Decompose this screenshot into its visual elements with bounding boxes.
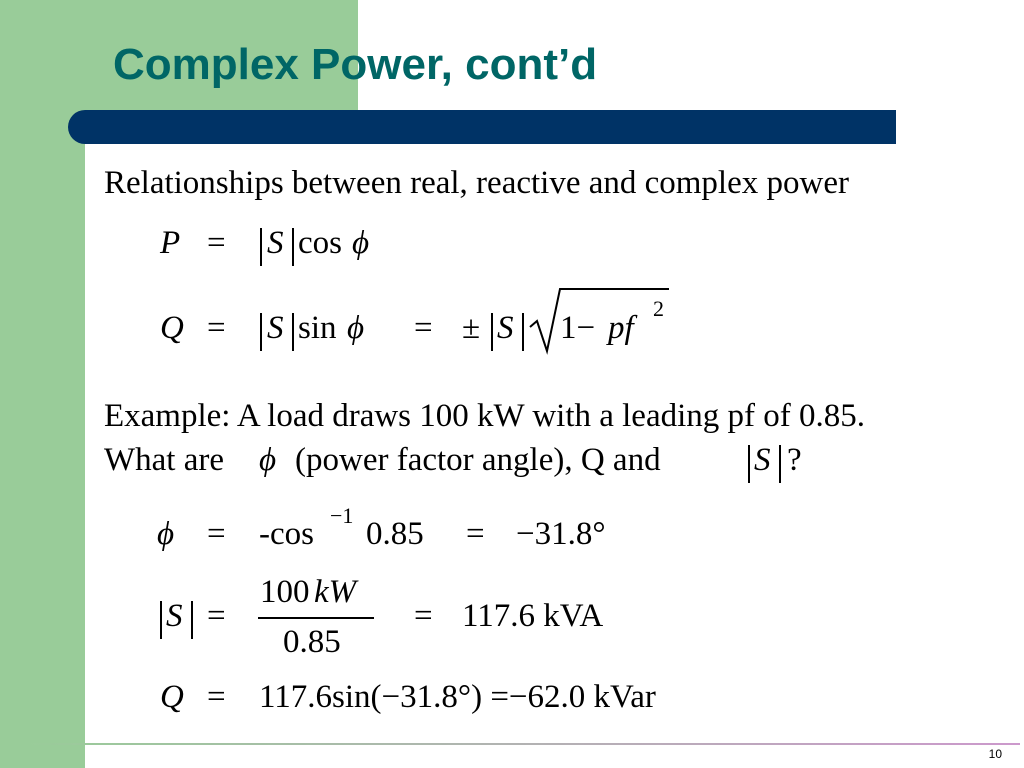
var-phi: ϕ — [347, 310, 365, 346]
plus-minus-sign: ± — [462, 310, 481, 346]
abs-bar — [491, 313, 493, 351]
equals-sign: = — [207, 598, 226, 634]
abs-bar — [292, 313, 294, 351]
equals-sign: = — [414, 310, 433, 346]
sqrt-radical — [528, 285, 673, 355]
slide-title: Complex Power, cont’d — [113, 40, 598, 89]
numerator-unit: kW — [314, 574, 357, 610]
question-mark: ? — [787, 442, 802, 478]
footer-divider — [25, 743, 1020, 745]
equals-sign: = — [207, 516, 226, 552]
equals-sign: = — [207, 679, 226, 715]
s-result: 117.6 kVA — [462, 598, 604, 634]
equals-sign: = — [414, 598, 433, 634]
angle-result: −31.8° — [516, 516, 606, 552]
var-s: S — [267, 225, 284, 261]
abs-bar — [292, 228, 294, 266]
abs-bar — [779, 445, 781, 483]
example-middle: (power factor angle), Q and — [295, 442, 661, 478]
var-pf: pf — [608, 310, 634, 346]
equals-sign: = — [466, 516, 485, 552]
var-s: S — [497, 310, 514, 346]
abs-bar — [160, 601, 162, 639]
var-s: S — [166, 598, 183, 634]
abs-bar — [260, 228, 262, 266]
equals-sign: = — [207, 225, 226, 261]
exponent-2: 2 — [653, 296, 664, 321]
title-underline-bar — [68, 110, 896, 144]
page-number: 10 — [988, 747, 1002, 761]
cos-fn: cos — [298, 225, 342, 261]
var-s: S — [754, 442, 771, 478]
equals-sign: = — [207, 310, 226, 346]
abs-bar — [191, 601, 193, 639]
var-phi: ϕ — [259, 442, 277, 478]
example-line-1: Example: A load draws 100 kW with a leading pf of 0.85. — [104, 398, 865, 434]
one-minus: 1− — [560, 310, 596, 346]
example-what-are: What are — [104, 442, 224, 478]
var-p: P — [160, 225, 181, 261]
var-q: Q — [160, 679, 184, 715]
abs-bar — [260, 313, 262, 351]
sin-fn: sin — [298, 310, 337, 346]
fraction-line — [258, 617, 374, 619]
denominator-value: 0.85 — [283, 624, 341, 660]
q-expression: 117.6sin(−31.8°) =−62.0 kVar — [259, 679, 656, 715]
intro-text: Relationships between real, reactive and complex power — [104, 165, 849, 201]
inverse-exponent: −1 — [330, 503, 354, 528]
var-phi: ϕ — [157, 516, 175, 552]
var-s: S — [267, 310, 284, 346]
numerator-value: 100 — [260, 574, 310, 610]
value-085: 0.85 — [366, 516, 424, 552]
neg-cos: -cos — [259, 516, 314, 552]
var-q: Q — [160, 310, 184, 346]
abs-bar — [522, 313, 524, 351]
abs-bar — [748, 445, 750, 483]
var-phi: ϕ — [352, 225, 370, 261]
